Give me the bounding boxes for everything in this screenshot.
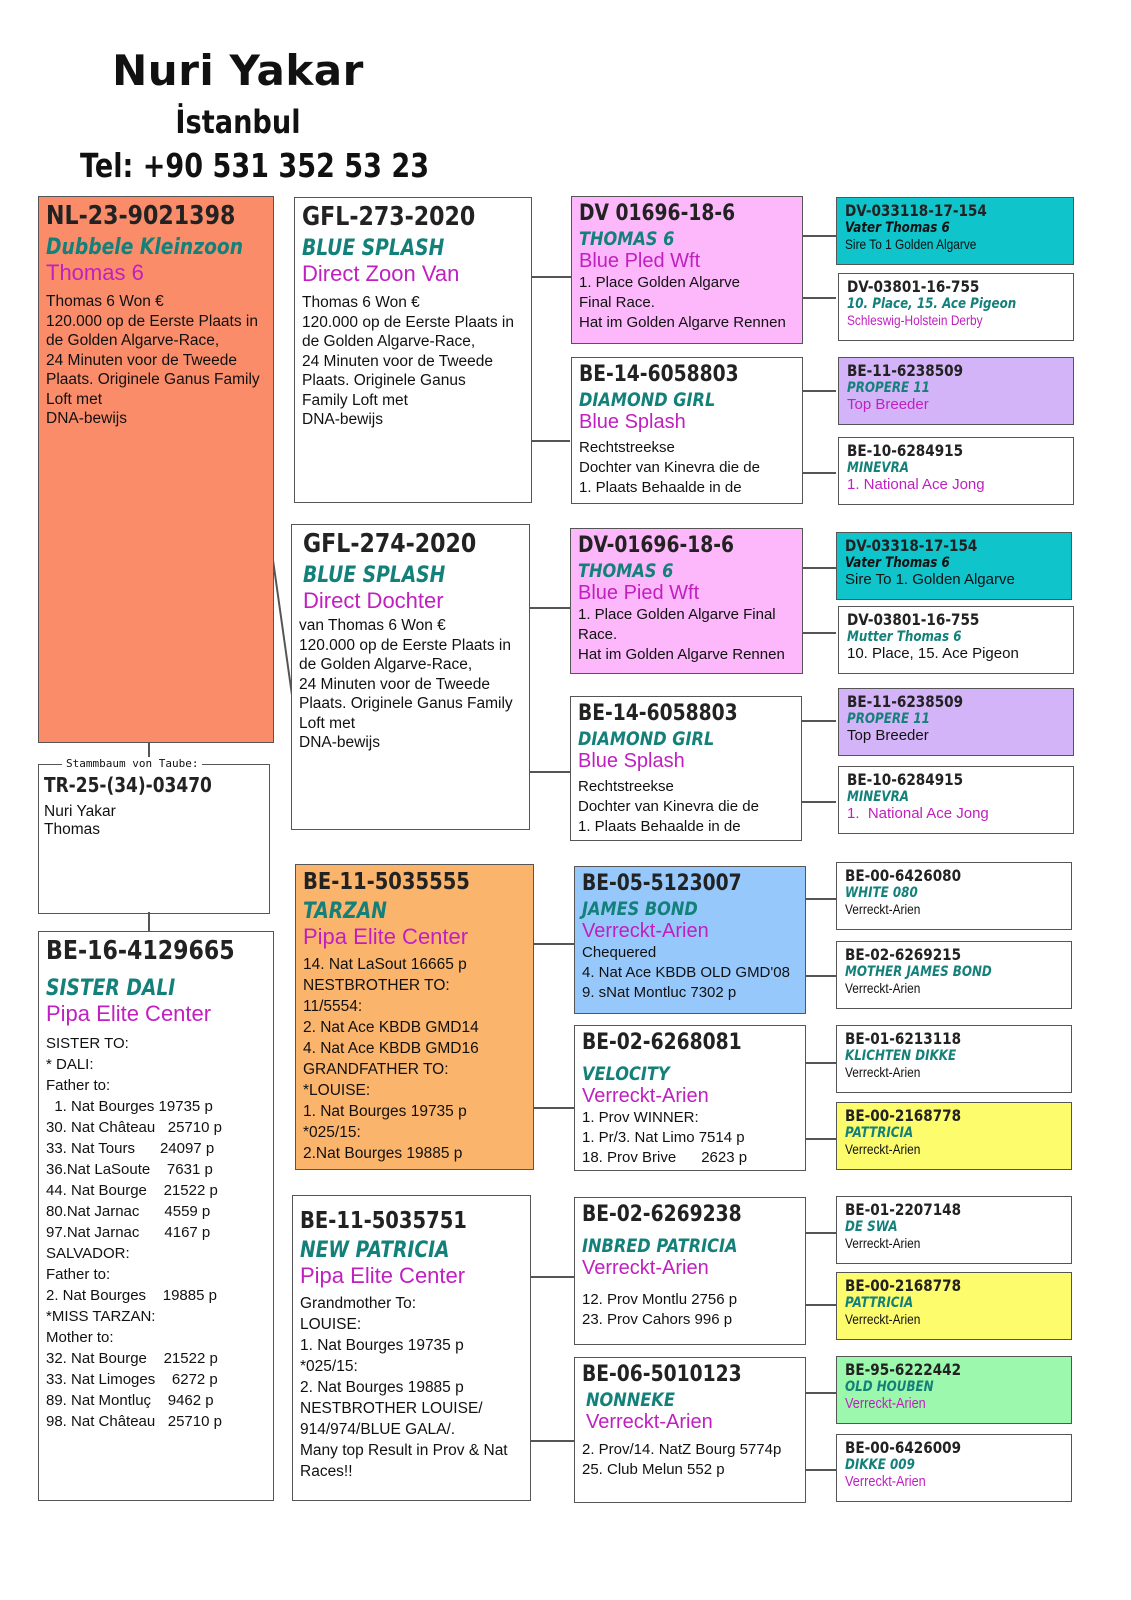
grandparent-line: 18. Prov Brive 2623 p bbox=[582, 1149, 748, 1166]
grandparent-line: Final Race. bbox=[579, 294, 655, 311]
ggp-card bbox=[838, 606, 1074, 674]
grandparent-line: 12. Prov Montlu 2756 p bbox=[582, 1291, 738, 1308]
dam-ring: BE-16-4129665 bbox=[46, 936, 235, 966]
dam-line: Father to: bbox=[46, 1266, 111, 1283]
parent-ring: GFL-273-2020 bbox=[302, 202, 476, 232]
grandparent-breeder: Blue Pied Wft bbox=[578, 582, 700, 604]
parent-ring: BE-11-5035555 bbox=[303, 869, 470, 895]
dam-line: 44. Nat Bourge 21522 p bbox=[46, 1182, 218, 1199]
ggp-breeder: Verreckt-Arien bbox=[845, 1395, 926, 1412]
ggp-card bbox=[836, 941, 1072, 1009]
ggp-ring: DV-03801-16-755 bbox=[847, 610, 980, 629]
grandparent-card bbox=[574, 1357, 806, 1503]
grandparent-card bbox=[571, 357, 803, 504]
dam-line: 2. Nat Bourges 19885 p bbox=[46, 1287, 217, 1304]
grandparent-line: Hat im Golden Algarve Rennen bbox=[579, 314, 786, 331]
grandparent-line: Rechtstreekse bbox=[578, 778, 674, 795]
grandparent-line: 1. Place Golden Algarve bbox=[579, 274, 740, 291]
ggp-name: MOTHER JAMES BOND bbox=[845, 964, 992, 980]
parent-breeder: Direct Dochter bbox=[303, 588, 444, 613]
grandparent-line: Race. bbox=[578, 626, 618, 643]
ggp-breeder: Top Breeder bbox=[847, 396, 929, 413]
subject-line: 120.000 op de Eerste Plaats in bbox=[46, 312, 258, 330]
parent-line: Thomas 6 Won € bbox=[302, 294, 420, 311]
ggp-breeder: Verreckt-Arien bbox=[845, 1473, 926, 1490]
ggp-ring: BE-11-6238509 bbox=[847, 692, 964, 711]
dam-line: * DALI: bbox=[46, 1056, 94, 1073]
ggp-card bbox=[836, 1102, 1072, 1170]
pedigree-card-line: Thomas bbox=[44, 821, 100, 838]
grandparent-line: Rechtstreekse bbox=[579, 439, 675, 456]
parent-line: 1. Nat Bourges 19735 p bbox=[300, 1337, 464, 1354]
dam-breeder: Pipa Elite Center bbox=[46, 1001, 212, 1026]
subject-line: Plaats. Originele Ganus Family bbox=[46, 371, 260, 388]
grandparent-breeder: Verreckt-Arien bbox=[586, 1411, 713, 1433]
grandparent-line: Dochter van Kinevra die de bbox=[579, 459, 760, 476]
parent-line: 11/5554: bbox=[303, 998, 363, 1015]
parent-line: 2. Nat Bourges 19885 p bbox=[300, 1379, 464, 1396]
ggp-name: 10. Place, 15. Ace Pigeon bbox=[847, 296, 1017, 312]
pedigree-caption: Stammbaum von Taube: bbox=[62, 757, 202, 770]
grandparent-breeder: Blue Splash bbox=[579, 411, 686, 433]
grandparent-card bbox=[574, 1197, 806, 1345]
parent-line: 4. Nat Ace KBDB GMD16 bbox=[303, 1040, 479, 1057]
grandparent-ring: BE-02-6269238 bbox=[582, 1202, 742, 1227]
pedigree-card bbox=[38, 764, 270, 914]
parent-ring: BE-11-5035751 bbox=[300, 1208, 467, 1234]
ggp-card bbox=[836, 1356, 1072, 1424]
ggp-breeder: 1. National Ace Jong bbox=[847, 805, 989, 822]
grandparent-ring: BE-14-6058803 bbox=[579, 362, 739, 387]
parent-line: NESTBROTHER LOUISE/ bbox=[300, 1400, 483, 1417]
grandparent-name: DIAMOND GIRL bbox=[579, 389, 716, 411]
grandparent-line: Hat im Golden Algarve Rennen bbox=[578, 646, 785, 663]
parent-card bbox=[294, 197, 532, 503]
parent-name: BLUE SPLASH bbox=[303, 563, 446, 588]
dam-line: Mother to: bbox=[46, 1329, 114, 1346]
parent-line: Loft met bbox=[299, 714, 355, 732]
ggp-ring: BE-00-6426009 bbox=[845, 1438, 962, 1457]
ggp-card bbox=[836, 862, 1072, 930]
parent-line: NESTBROTHER TO: bbox=[303, 977, 450, 994]
parent-breeder: Pipa Elite Center bbox=[300, 1263, 466, 1288]
grandparent-ring: BE-06-5010123 bbox=[582, 1362, 742, 1387]
ggp-name: Vater Thomas 6 bbox=[845, 555, 950, 571]
dam-line: 32. Nat Bourge 21522 p bbox=[46, 1350, 218, 1367]
grandparent-line: Chequered bbox=[582, 944, 657, 961]
ggp-ring: BE-02-6269215 bbox=[845, 945, 962, 964]
parent-line: 120.000 op de Eerste Plaats in bbox=[299, 636, 511, 654]
parent-line: 120.000 op de Eerste Plaats in bbox=[302, 313, 514, 331]
grandparent-breeder: Verreckt-Arien bbox=[582, 1257, 709, 1279]
subject-line: de Golden Algarve-Race, bbox=[46, 332, 220, 349]
parent-line: *LOUISE: bbox=[303, 1082, 371, 1099]
parent-line: Plaats. Originele Ganus Family bbox=[299, 695, 513, 712]
ggp-card bbox=[838, 766, 1074, 834]
parent-line: 1. Nat Bourges 19735 p bbox=[303, 1103, 467, 1120]
subject-line: DNA-bewijs bbox=[46, 410, 127, 427]
grandparent-line: 25. Club Melun 552 p bbox=[582, 1461, 725, 1478]
grandparent-line: 1. Plaats Behaalde in de bbox=[579, 479, 742, 496]
ggp-name: OLD HOUBEN bbox=[845, 1379, 934, 1395]
grandparent-card bbox=[570, 696, 802, 841]
ggp-breeder: 1. National Ace Jong bbox=[847, 476, 985, 493]
parent-line: Many top Result in Prov & Nat bbox=[300, 1442, 508, 1459]
parent-name: TARZAN bbox=[303, 899, 387, 924]
grandparent-line: 9. sNat Montluc 7302 p bbox=[582, 984, 737, 1001]
ggp-name: PROPERE 11 bbox=[847, 380, 930, 396]
grandparent-ring: BE-02-6268081 bbox=[582, 1030, 742, 1055]
subject-line: 24 Minuten voor de Tweede bbox=[46, 351, 238, 369]
ggp-card bbox=[836, 1025, 1072, 1093]
parent-line: 24 Minuten voor de Tweede bbox=[299, 675, 491, 693]
grandparent-line: 1. Place Golden Algarve Final bbox=[578, 606, 776, 623]
grandparent-breeder: Blue Pled Wft bbox=[579, 250, 701, 272]
grandparent-breeder: Verreckt-Arien bbox=[582, 920, 709, 942]
parent-line: van Thomas 6 Won € bbox=[299, 617, 446, 634]
dam-line: 97.Nat Jarnac 4167 p bbox=[46, 1224, 211, 1241]
ggp-name: MINEVRA bbox=[847, 460, 909, 476]
grandparent-name: VELOCITY bbox=[582, 1063, 670, 1085]
ggp-name: PATTRICIA bbox=[845, 1295, 914, 1311]
ggp-name: WHITE 080 bbox=[845, 885, 918, 901]
parent-name: NEW PATRICIA bbox=[300, 1238, 450, 1263]
grandparent-name: THOMAS 6 bbox=[578, 560, 674, 582]
parent-ring: GFL-274-2020 bbox=[303, 529, 477, 559]
ggp-ring: BE-01-2207148 bbox=[845, 1200, 962, 1219]
subject-breeder: Thomas 6 bbox=[46, 260, 144, 285]
ggp-ring: BE-01-6213118 bbox=[845, 1029, 962, 1048]
parent-line: *025/15: bbox=[300, 1358, 358, 1375]
parent-line: GRANDFATHER TO: bbox=[303, 1061, 449, 1078]
grandparent-name: NONNEKE bbox=[586, 1389, 675, 1411]
grandparent-line: 4. Nat Ace KBDB OLD GMD'08 bbox=[582, 964, 790, 981]
ggp-name: PROPERE 11 bbox=[847, 711, 930, 727]
subject-line: Loft met bbox=[46, 390, 102, 408]
dam-line: 89. Nat Montluç 9462 p bbox=[46, 1392, 214, 1409]
grandparent-card bbox=[574, 1025, 806, 1171]
ggp-line: Verreckt-Arien bbox=[845, 1141, 921, 1157]
parent-breeder: Direct Zoon Van bbox=[302, 261, 460, 286]
grandparent-line: 23. Prov Cahors 996 p bbox=[582, 1311, 733, 1328]
subject-ring: NL-23-9021398 bbox=[46, 201, 236, 231]
ggp-card bbox=[838, 437, 1074, 505]
parent-line: de Golden Algarve-Race, bbox=[302, 333, 476, 350]
dam-line: 33. Nat Tours 24097 p bbox=[46, 1140, 215, 1157]
parent-line: DNA-bewijs bbox=[299, 734, 380, 751]
ggp-ring: DV-03801-16-755 bbox=[847, 277, 980, 296]
grandparent-line: 1. Pr/3. Nat Limo 7514 p bbox=[582, 1129, 745, 1146]
ggp-name: MINEVRA bbox=[847, 789, 909, 805]
dam-line: *MISS TARZAN: bbox=[46, 1308, 156, 1325]
grandparent-ring: BE-14-6058803 bbox=[578, 701, 738, 726]
grandparent-name: THOMAS 6 bbox=[579, 228, 675, 250]
dam-line: 98. Nat Château 25710 p bbox=[46, 1413, 222, 1430]
subject-name: Dubbele Kleinzoon bbox=[46, 235, 244, 260]
grandparent-card bbox=[570, 528, 803, 674]
ggp-line: Sire To 1 Golden Algarve bbox=[845, 236, 977, 252]
ggp-card bbox=[836, 1196, 1072, 1264]
ggp-card bbox=[836, 532, 1072, 600]
ggp-ring: BE-10-6284915 bbox=[847, 441, 964, 460]
grandparent-name: DIAMOND GIRL bbox=[578, 728, 715, 750]
parent-line: 2.Nat Bourges 19885 p bbox=[303, 1145, 463, 1162]
dam-line: SISTER TO: bbox=[46, 1035, 129, 1052]
parent-line: Grandmother To: bbox=[300, 1295, 417, 1312]
parent-line: Races!! bbox=[300, 1463, 353, 1480]
parent-line: de Golden Algarve-Race, bbox=[299, 656, 473, 673]
parent-card bbox=[291, 524, 530, 830]
ggp-ring: BE-00-6426080 bbox=[845, 866, 962, 885]
ggp-line: 10. Place, 15. Ace Pigeon bbox=[847, 645, 1019, 662]
parent-line: LOUISE: bbox=[300, 1316, 362, 1333]
ggp-ring: BE-10-6284915 bbox=[847, 770, 964, 789]
ggp-line: Verreckt-Arien bbox=[845, 901, 921, 917]
ggp-name: Mutter Thomas 6 bbox=[847, 629, 962, 645]
grandparent-line: 1. Plaats Behaalde in de bbox=[578, 818, 741, 835]
ggp-ring: DV-033118-17-154 bbox=[845, 201, 987, 220]
ggp-name: Vater Thomas 6 bbox=[845, 220, 950, 236]
parent-line: *025/15: bbox=[303, 1124, 361, 1141]
ggp-line: Verreckt-Arien bbox=[845, 1064, 921, 1080]
parent-card bbox=[292, 1195, 531, 1501]
dam-line: 1. Nat Bourges 19735 p bbox=[46, 1098, 213, 1115]
parent-breeder: Pipa Elite Center bbox=[303, 924, 469, 949]
dam-line: 80.Nat Jarnac 4559 p bbox=[46, 1203, 211, 1220]
grandparent-ring: DV 01696-18-6 bbox=[579, 201, 736, 226]
parent-card bbox=[295, 864, 534, 1170]
parent-name: BLUE SPLASH bbox=[302, 236, 445, 261]
grandparent-ring: DV-01696-18-6 bbox=[578, 533, 735, 558]
parent-line: Plaats. Originele Ganus bbox=[302, 372, 466, 389]
ggp-card bbox=[836, 1272, 1072, 1340]
grandparent-breeder: Blue Splash bbox=[578, 750, 685, 772]
ggp-card bbox=[836, 197, 1074, 265]
ggp-line: Verreckt-Arien bbox=[845, 1235, 921, 1251]
ggp-line: Sire To 1. Golden Algarve bbox=[845, 571, 1015, 588]
parent-line: 14. Nat LaSout 16665 p bbox=[303, 956, 467, 973]
ggp-ring: DV-03318-17-154 bbox=[845, 536, 978, 555]
grandparent-breeder: Verreckt-Arien bbox=[582, 1085, 709, 1107]
parent-line: DNA-bewijs bbox=[302, 411, 383, 428]
pedigree-card-line: Nuri Yakar bbox=[44, 803, 116, 820]
grandparent-name: INBRED PATRICIA bbox=[582, 1235, 738, 1257]
dam-line: Father to: bbox=[46, 1077, 111, 1094]
parent-line: 24 Minuten voor de Tweede bbox=[302, 352, 494, 370]
ggp-card bbox=[836, 1434, 1072, 1502]
ggp-card bbox=[838, 273, 1074, 341]
owner-phone: Tel: +90 531 352 53 23 bbox=[80, 146, 430, 185]
dam-line: SALVADOR: bbox=[46, 1245, 130, 1262]
ggp-line: Verreckt-Arien bbox=[845, 1311, 921, 1327]
subject-card bbox=[38, 196, 274, 743]
ggp-ring: BE-00-2168778 bbox=[845, 1276, 962, 1295]
ggp-line: Top Breeder bbox=[847, 727, 929, 744]
dam-card bbox=[38, 931, 274, 1501]
grandparent-ring: BE-05-5123007 bbox=[582, 871, 742, 896]
ggp-line: Verreckt-Arien bbox=[845, 980, 921, 996]
grandparent-card bbox=[571, 196, 803, 344]
ggp-ring: BE-00-2168778 bbox=[845, 1106, 962, 1125]
parent-line: 2. Nat Ace KBDB GMD14 bbox=[303, 1019, 479, 1036]
ggp-card bbox=[838, 357, 1074, 425]
grandparent-line: Dochter van Kinevra die de bbox=[578, 798, 759, 815]
dam-line: 30. Nat Château 25710 p bbox=[46, 1119, 222, 1136]
subject-line: Thomas 6 Won € bbox=[46, 293, 164, 310]
pedigree-card-ring: TR-25-(34)-03470 bbox=[44, 773, 212, 797]
ggp-card bbox=[838, 688, 1074, 756]
owner-city: İstanbul bbox=[175, 103, 301, 141]
ggp-name: DIKKE 009 bbox=[845, 1457, 915, 1473]
grandparent-line: 1. Prov WINNER: bbox=[582, 1109, 699, 1126]
parent-line: 914/974/BLUE GALA/. bbox=[300, 1421, 456, 1438]
grandparent-card bbox=[574, 866, 806, 1014]
ggp-name: KLICHTEN DIKKE bbox=[845, 1048, 957, 1064]
ggp-breeder: Schleswig-Holstein Derby bbox=[847, 312, 983, 328]
grandparent-line: 2. Prov/14. NatZ Bourg 5774p bbox=[582, 1441, 782, 1458]
owner-name: Nuri Yakar bbox=[112, 46, 364, 95]
dam-line: 33. Nat Limoges 6272 p bbox=[46, 1371, 218, 1388]
grandparent-name: JAMES BOND bbox=[582, 898, 698, 920]
dam-name: SISTER DALI bbox=[46, 976, 176, 1001]
parent-line: Family Loft met bbox=[302, 391, 408, 409]
dam-line: 36.Nat LaSoute 7631 p bbox=[46, 1161, 213, 1178]
ggp-ring: BE-95-6222442 bbox=[845, 1360, 962, 1379]
ggp-ring: BE-11-6238509 bbox=[847, 361, 964, 380]
ggp-name: PATTRICIA bbox=[845, 1125, 914, 1141]
ggp-name: DE SWA bbox=[845, 1219, 898, 1235]
